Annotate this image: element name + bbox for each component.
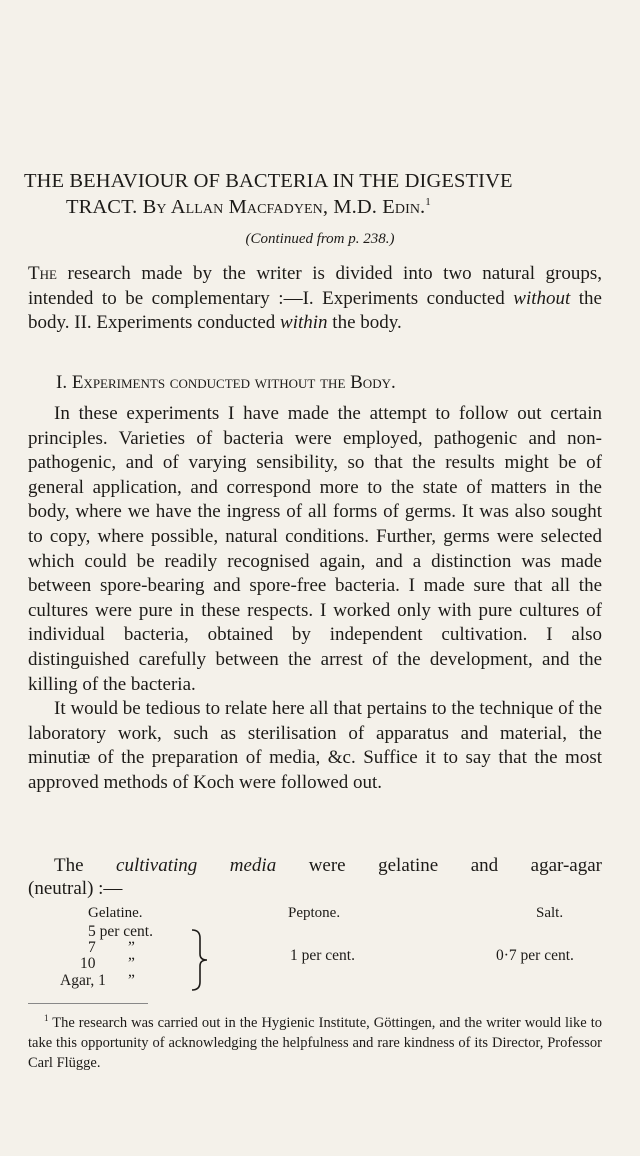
section-body: [28, 402, 602, 796]
byline: By Allan Macfadyen, M.D. Edin.: [142, 196, 426, 218]
table-row-agar: Agar, 1: [60, 972, 106, 989]
paragraph-1: In these experiments I have made the attempt to follow out certain principles. Varieties of bacteria were employed, pathogenic and non-pathogenic, and of varying sensibility, so that the results might be of general application, and correspond more to the state of matters in the body, where we have the ingress of all forms of germs. It was also sought to copy, where possible, natural conditions. Further, germs were selected which could be readily recognised again, and a distinction was made between spore-bearing and spore-free bacteria. I made sure that all the cultures were pure in these respects. I worked only with pure cultures of individual bacteria, obtained by independent cultivation. I also distinguished carefully between the arrest of the development, and the killing of the bacteria.: [28, 403, 602, 695]
footnote-mark: 1: [44, 1013, 49, 1023]
title-line-1: THE BEHAVIOUR OF BACTERIA IN THE DIGESTIVE: [24, 170, 513, 192]
title-line-2: [24, 194, 616, 220]
title-footnote-mark: 1: [425, 196, 431, 209]
table-row-gelatine-5: 5 per cent.: [88, 923, 153, 940]
table-row-gelatine-10: 10: [80, 955, 96, 972]
media-word: and: [470, 855, 499, 876]
table-header-gelatine: Gelatine.: [88, 905, 143, 921]
media-word-cultivating: cultivating: [116, 855, 198, 876]
paragraph-2: It would be tedious to relate here all that pertains to the technique of the laboratory work, such as sterilisation of apparatus and material, the minutiæ of the preparation of media, &c. Suffice it to say that the most approved methods of Koch were followed out.: [28, 698, 602, 793]
intro-lead: The: [28, 263, 57, 284]
article-title: [24, 168, 616, 220]
intro-em-without: without: [513, 287, 571, 309]
media-word: gelatine: [378, 855, 439, 876]
salt-value: 0·7 per cent.: [496, 947, 574, 964]
table-header-salt: Salt.: [536, 905, 564, 921]
media-word: The: [54, 855, 84, 876]
ditto-mark: ”: [128, 972, 135, 989]
right-brace-icon: [188, 928, 210, 992]
media-word: were: [308, 855, 346, 876]
ditto-mark: ”: [128, 955, 135, 972]
intro-em-within: within: [280, 312, 328, 334]
media-line: [54, 854, 602, 879]
ditto-mark: ”: [128, 939, 135, 956]
title-line-2-start: TRACT.: [66, 196, 138, 218]
peptone-value: 1 per cent.: [290, 947, 355, 964]
section-heading: I. Experiments conducted without the Body.: [56, 372, 396, 393]
intro-paragraph: [28, 262, 602, 336]
continued-note: (Continued from p. 238.): [245, 231, 395, 247]
media-word-media: media: [229, 855, 277, 876]
footnote-divider: [28, 1003, 148, 1004]
intro-text-b: the body. II. Experiments conducted: [28, 287, 602, 334]
neutral-label: (neutral) :—: [28, 878, 123, 899]
media-word: agar-agar: [530, 855, 602, 876]
intro-text-a: research made by the writer is divided into two natural groups, intended to be complementary :—I. Experiments conducted: [28, 263, 602, 309]
table-header-peptone: Peptone.: [288, 905, 341, 921]
table-row-gelatine-7: 7: [88, 939, 96, 956]
footnote-text: The research was carried out in the Hygienic Institute, Göttingen, and the writer would like to take this opportunity of acknowledging the helpfulness and rare kindness of its Director, Professor Carl Flügge.: [28, 1014, 602, 1071]
intro-text-c: the body.: [327, 312, 402, 334]
footnote: [28, 1008, 602, 1073]
